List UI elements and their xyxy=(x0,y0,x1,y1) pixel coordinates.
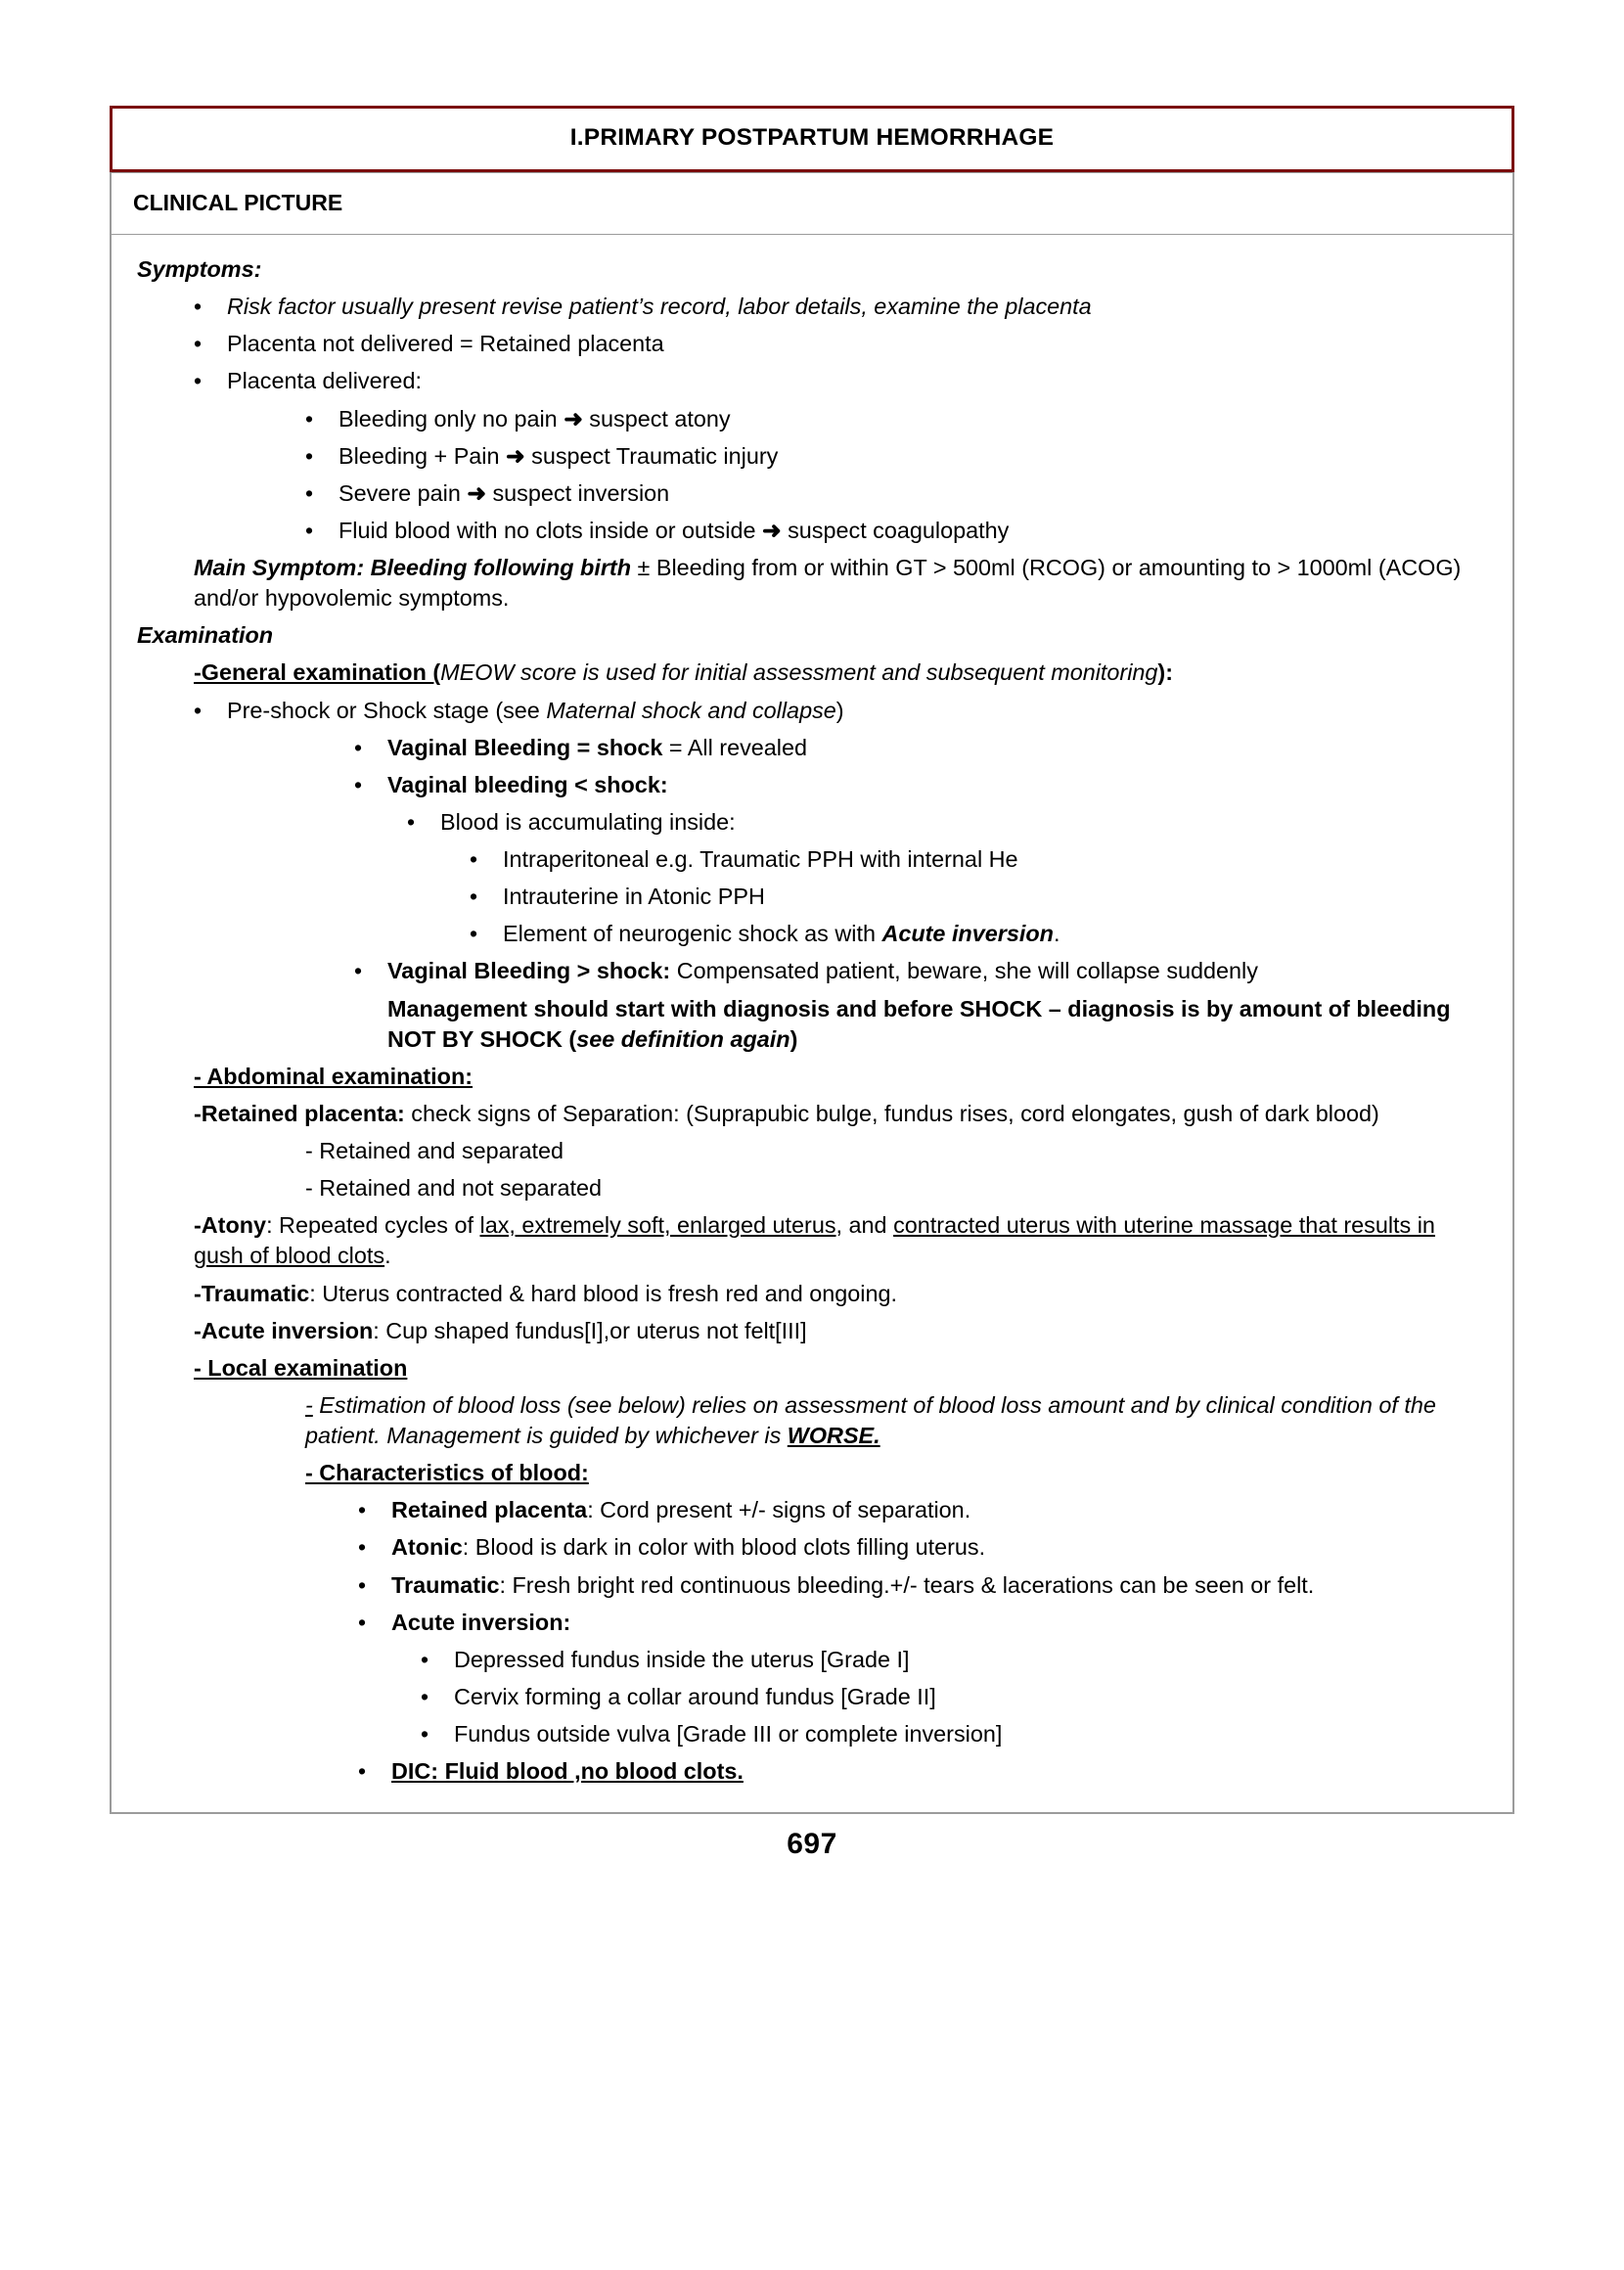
management-note-text: Management should start with diagnosis and before SHOCK – diagnosis is by amount of bleeding NOT BY SHOCK ( xyxy=(387,995,1451,1052)
symptom-sub-3-pre: Severe pain xyxy=(338,479,468,506)
atony-label: -Atony xyxy=(194,1212,267,1239)
bullet-icon xyxy=(354,956,387,986)
accumulating-item-3-emphasis: Acute inversion xyxy=(881,921,1054,947)
accumulating-item-3: Element of neurogenic shock as with xyxy=(503,921,882,947)
acute-inversion-rest: : Cup shaped fundus[I],or uterus not felt[III] xyxy=(373,1317,807,1343)
list-item xyxy=(421,1719,1487,1749)
management-note-emphasis: see definition again xyxy=(576,1025,790,1052)
list-item xyxy=(354,733,1487,763)
atony-pre: : Repeated cycles of xyxy=(266,1212,480,1239)
examination-heading: Examination xyxy=(137,622,274,649)
document-title: I.PRIMARY POSTPARTUM HEMORRHAGE xyxy=(569,124,1055,151)
symptom-sub-4-pre: Fluid blood with no clots inside or outside xyxy=(338,517,762,543)
retained-sub-2: - Retained and not separated xyxy=(305,1175,602,1202)
bullet-icon xyxy=(358,1608,391,1638)
preshock-reference: Maternal shock and collapse xyxy=(546,697,836,723)
bullet-icon xyxy=(194,329,227,359)
bullet-icon xyxy=(305,441,338,472)
shock-greater-rest: Compensated patient, beware, she will collapse suddenly xyxy=(670,958,1258,984)
bullet-icon xyxy=(421,1719,454,1749)
characteristics-heading: - Characteristics of blood: xyxy=(305,1460,589,1486)
bullet-icon xyxy=(305,516,338,546)
characteristic-2-label: Atonic xyxy=(391,1534,463,1561)
bullet-icon xyxy=(354,770,387,800)
bullet-icon xyxy=(470,919,503,949)
list-item xyxy=(194,696,1487,726)
general-examination-close: ): xyxy=(1157,659,1174,686)
general-examination-note: MEOW score is used for initial assessment and subsequent monitoring xyxy=(440,659,1158,686)
estimation-worse: WORSE. xyxy=(787,1423,880,1448)
traumatic-line xyxy=(194,1279,1487,1309)
management-note-close: ) xyxy=(789,1025,798,1052)
acute-inversion-line xyxy=(194,1316,1487,1346)
general-examination-line xyxy=(194,658,1487,688)
characteristic-3-label: Traumatic xyxy=(391,1571,500,1598)
retained-placenta-label: -Retained placenta: xyxy=(194,1100,405,1126)
shock-greater-label: Vaginal Bleeding > shock: xyxy=(387,958,671,984)
clinical-picture-body xyxy=(111,234,1513,1813)
atony-underline-1: lax, extremely soft, enlarged uterus xyxy=(479,1212,836,1239)
list-item xyxy=(194,329,1487,359)
bullet-icon xyxy=(470,882,503,912)
accumulating-item-3-after: . xyxy=(1053,921,1060,947)
arrow-icon: ➜ xyxy=(506,442,525,469)
page-number: 697 xyxy=(787,1828,837,1861)
characteristic-2-rest: : Blood is dark in color with blood clots filling uterus. xyxy=(462,1534,986,1561)
list-item xyxy=(407,807,1487,838)
bullet-icon xyxy=(358,1570,391,1601)
arrow-icon: ➜ xyxy=(761,517,782,543)
list-item xyxy=(421,1682,1487,1712)
list-item xyxy=(305,404,1487,434)
symptom-item-1: Risk factor usually present revise patient’s record, labor details, examine the placenta xyxy=(227,294,1092,320)
bullet-icon xyxy=(354,733,387,763)
list-item xyxy=(305,516,1487,546)
preshock-close: ) xyxy=(835,697,844,723)
symptom-sub-2-post: suspect Traumatic injury xyxy=(524,442,779,469)
bullet-icon xyxy=(358,1495,391,1525)
retained-placenta-rest: check signs of Separation: (Suprapubic bulge, fundus rises, cord elongates, gush of dark blood) xyxy=(404,1100,1379,1126)
atony-mid: , and xyxy=(835,1212,894,1239)
dic-line: DIC: Fluid blood ,no blood clots. xyxy=(391,1758,744,1785)
list-item xyxy=(358,1532,1487,1563)
characteristic-4-label: Acute inversion: xyxy=(391,1609,571,1635)
list-item xyxy=(358,1570,1487,1601)
characteristic-1-rest: : Cord present +/- signs of separation. xyxy=(587,1497,971,1523)
symptom-sub-4-post: suspect coagulopathy xyxy=(781,517,1010,543)
estimation-text: Estimation of blood loss (see below) relies on assessment of blood loss amount and by clinical condition of the patient. Management is guided by whichever is xyxy=(305,1391,1436,1448)
symptom-item-3: Placenta delivered: xyxy=(227,368,422,394)
bullet-icon xyxy=(358,1532,391,1563)
characteristic-1-label: Retained placenta xyxy=(391,1497,588,1523)
list-item xyxy=(470,919,1487,949)
shock-equal-label: Vaginal Bleeding = shock xyxy=(387,734,663,760)
arrow-icon: ➜ xyxy=(564,405,583,431)
symptom-sub-1-pre: Bleeding only no pain xyxy=(338,405,564,431)
accumulating-label: Blood is accumulating inside: xyxy=(440,808,736,835)
arrow-icon: ➜ xyxy=(467,479,486,506)
list-item xyxy=(354,956,1487,986)
bullet-icon xyxy=(421,1645,454,1675)
list-item xyxy=(470,882,1487,912)
list-item xyxy=(421,1645,1487,1675)
section-header xyxy=(111,172,1513,234)
inversion-grade-3: Fundus outside vulva [Grade III or complete inversion] xyxy=(454,1721,1003,1747)
atony-line xyxy=(194,1210,1487,1271)
title-bar xyxy=(110,106,1514,172)
main-symptom-paragraph xyxy=(194,553,1487,613)
inversion-grade-1: Depressed fundus inside the uterus [Grade I] xyxy=(454,1646,910,1672)
preshock-pre: Pre-shock or Shock stage (see xyxy=(227,697,547,723)
atony-end: . xyxy=(384,1243,391,1269)
main-symptom-label: Main Symptom: Bleeding following birth xyxy=(194,555,632,580)
acute-inversion-label: -Acute inversion xyxy=(194,1317,374,1343)
list-item xyxy=(305,478,1487,509)
estimation-dash: - xyxy=(305,1391,313,1418)
bullet-icon xyxy=(421,1682,454,1712)
list-item xyxy=(305,441,1487,472)
list-item xyxy=(358,1495,1487,1525)
bullet-icon xyxy=(358,1756,391,1787)
traumatic-label: -Traumatic xyxy=(194,1280,310,1306)
bullet-icon xyxy=(194,292,227,322)
inversion-grade-2: Cervix forming a collar around fundus [Grade II] xyxy=(454,1683,936,1709)
bullet-icon xyxy=(305,478,338,509)
estimation-paragraph xyxy=(305,1390,1487,1451)
management-note xyxy=(387,994,1487,1055)
abdominal-examination-heading: - Abdominal examination: xyxy=(194,1063,474,1089)
list-item xyxy=(358,1608,1487,1638)
accumulating-item-1: Intraperitoneal e.g. Traumatic PPH with internal He xyxy=(503,846,1018,872)
main-symptom-rest: Bleeding from or within GT > 500ml (RCOG) or amounting to > 1000ml (ACOG) and/or hypovolemic symptoms. xyxy=(194,555,1462,612)
shock-less-label: Vaginal bleeding < shock: xyxy=(387,771,668,797)
characteristic-3-rest: : Fresh bright red continuous bleeding.+/- tears & lacerations can be seen or felt. xyxy=(499,1571,1315,1598)
list-item xyxy=(354,770,1487,800)
bullet-icon xyxy=(470,844,503,875)
symptom-item-2: Placenta not delivered = Retained placenta xyxy=(227,331,664,357)
list-item xyxy=(194,292,1487,322)
list-item xyxy=(194,366,1487,396)
bullet-icon xyxy=(194,366,227,396)
traumatic-rest: : Uterus contracted & hard blood is fresh red and ongoing. xyxy=(309,1280,898,1306)
symptom-sub-3-post: suspect inversion xyxy=(485,479,670,506)
atony-underline-2: contracted uterus with uterine massage that results in gush of blood clots xyxy=(194,1212,1435,1269)
list-item xyxy=(470,844,1487,875)
symptom-sub-1-post: suspect atony xyxy=(582,405,731,431)
symptoms-heading: Symptoms: xyxy=(137,256,262,282)
local-examination-heading: - Local examination xyxy=(194,1354,408,1381)
main-symptom-sign: ± xyxy=(637,555,651,580)
bullet-icon xyxy=(305,404,338,434)
list-item xyxy=(358,1756,1487,1787)
general-examination-label: -General examination ( xyxy=(194,659,441,686)
shock-equal-rest: = All revealed xyxy=(662,734,808,760)
document-frame xyxy=(110,172,1514,1814)
section-header-label: CLINICAL PICTURE xyxy=(133,190,343,215)
bullet-icon xyxy=(407,807,440,838)
retained-sub-1: - Retained and separated xyxy=(305,1138,564,1163)
accumulating-item-2: Intrauterine in Atonic PPH xyxy=(503,884,765,910)
retained-placenta-line xyxy=(194,1099,1487,1129)
bullet-icon xyxy=(194,696,227,726)
symptom-sub-2-pre: Bleeding + Pain xyxy=(338,442,507,469)
